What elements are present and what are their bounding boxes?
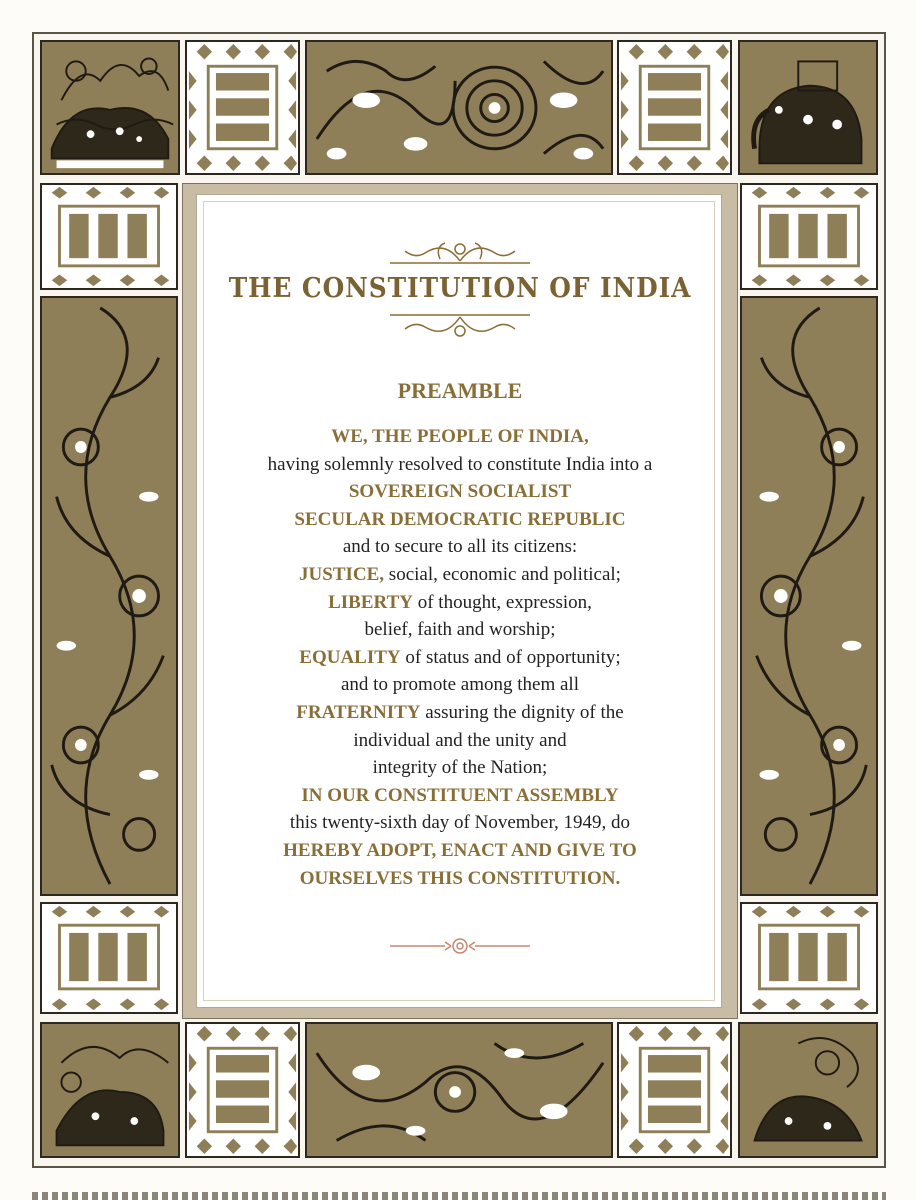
window-panel-top-1 [185,40,300,175]
preamble-line-emphasis: JUSTICE, [299,564,385,585]
preamble-line [197,809,723,836]
floral-panel-top-center [305,40,613,175]
preamble-line [197,616,723,643]
preamble-line-emphasis: OURSELVES THIS CONSTITUTION. [299,867,621,889]
floral-vine-panel-right [740,296,878,896]
preamble-line-text: assuring the dignity of the [420,702,624,723]
preamble-line-text: and to secure to all its citizens: [342,536,578,558]
preamble-line [197,533,723,560]
window-panel-left-top [40,183,178,290]
preamble-line [197,837,723,864]
preamble-line [197,589,723,616]
ornament-top-icon [385,235,535,267]
bottom-border-strip [32,1192,886,1200]
preamble-line-text: and to promote among them all [341,674,579,696]
preamble-card [196,194,722,1008]
preamble-line-emphasis: HEREBY ADOPT, ENACT AND GIVE TO [283,840,637,861]
preamble-line-emphasis: SECULAR DEMOCRATIC REPUBLIC [294,508,626,530]
preamble-line-emphasis: FRATERNITY [296,702,421,723]
preamble-line [197,782,723,809]
window-panel-right-top [740,183,878,290]
ornament-under-title-icon [385,311,535,345]
preamble-line-text: social, economic and political; [384,564,621,585]
preamble-line-text: integrity of the Nation; [372,757,548,779]
window-panel-bottom-1 [185,1022,300,1158]
preamble-line [197,699,723,726]
preamble-line [197,506,723,533]
preamble-line [197,561,723,588]
preamble-line-text: this twenty-sixth day of November, 1949, do [289,812,631,834]
preamble-line-emphasis: LIBERTY [328,591,413,613]
preamble-line-text: belief, faith and worship; [364,619,556,641]
preamble-line [197,451,723,478]
ornament-bottom-icon [385,935,535,957]
preamble-line-text: of status and of opportunity; [400,646,621,668]
preamble-line [197,727,723,754]
preamble-line [197,754,723,781]
preamble-line-text: of thought, expression, [412,591,592,613]
animal-panel-bottom-left [40,1022,180,1158]
elephant-panel-top-left [40,40,180,175]
preamble-line [197,478,723,505]
preamble-line [197,423,723,450]
elephant-panel-top-right [738,40,878,175]
window-panel-top-2 [617,40,732,175]
floral-vine-panel-left [40,296,178,896]
preamble-line [197,671,723,698]
document-title: THE CONSTITUTION OF INDIA [228,273,692,304]
preamble-line-emphasis: EQUALITY [299,646,401,668]
preamble-line [197,644,723,671]
preamble-line [197,865,723,892]
preamble-line-emphasis: WE, THE PEOPLE OF INDIA, [331,426,589,447]
window-panel-bottom-2 [617,1022,732,1158]
window-panel-left-bottom [40,902,178,1014]
preamble-line-emphasis: IN OUR CONSTITUENT ASSEMBLY [301,784,619,806]
animal-panel-bottom-right [738,1022,878,1158]
window-panel-right-bottom [740,902,878,1014]
preamble-line-emphasis: SOVEREIGN SOCIALIST [348,481,572,503]
preamble-heading: PREAMBLE [397,378,523,403]
floral-panel-bottom-center [305,1022,613,1158]
preamble-line-text: individual and the unity and [353,729,567,751]
preamble-line-text: having solemnly resolved to constitute India into a [267,453,653,475]
